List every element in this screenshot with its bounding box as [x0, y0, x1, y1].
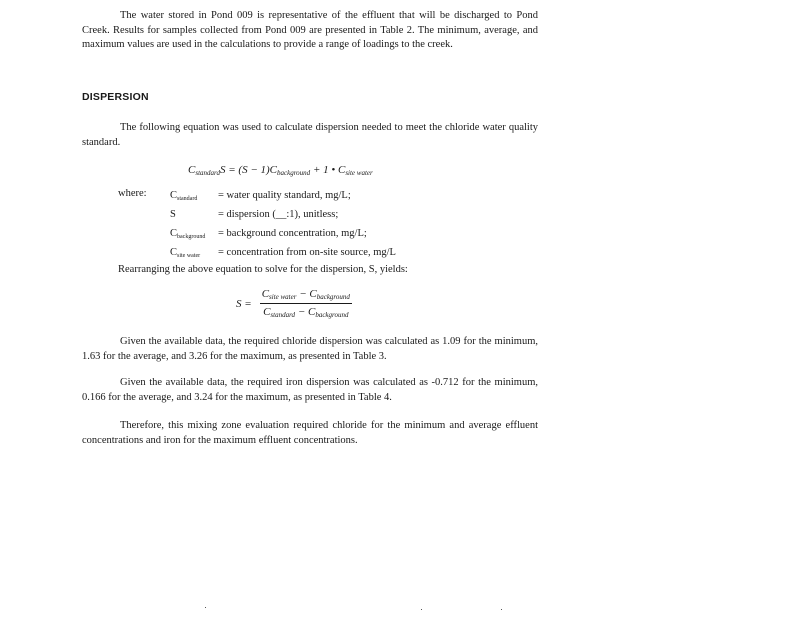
- variable-definitions: [170, 188, 396, 264]
- definition-text: = dispersion (__:1), unitless;: [218, 209, 339, 220]
- section-heading: DISPERSION: [82, 91, 149, 103]
- eq1-part2: S = (S − 1)C: [219, 164, 277, 176]
- eq2-fraction: [260, 288, 352, 319]
- scan-speck: [501, 609, 502, 610]
- where-label: where:: [118, 188, 147, 199]
- definition-text: = concentration from on-site source, mg/L: [218, 247, 396, 258]
- solved-dispersion-equation: [236, 288, 352, 319]
- iron-result-paragraph: Given the available data, the required iron dispersion was calculated as -0.712 for the minimum, 0.166 for the average, and 3.24 for the maximum, as presented in Table 4.: [82, 377, 538, 403]
- eq2-numerator: $C_{site water} - C_{background}$: [261, 288, 350, 301]
- conclusion-paragraph: Therefore, this mixing zone evaluation required chloride for the minimum and average effluent concentrations and iron for the maximum effluent concentrations.: [82, 420, 538, 446]
- eq1-sub-site-water: site water: [345, 169, 373, 177]
- eq2-lhs: S =: [236, 297, 252, 310]
- eq1-sub-background: background: [277, 169, 311, 177]
- eq1-c1: C: [188, 164, 196, 176]
- definition-symbol: $C_{background}$: [170, 228, 206, 240]
- dispersion-equation: [188, 164, 373, 177]
- definition-row: [170, 226, 396, 245]
- chloride-result-paragraph: Given the available data, the required chloride dispersion was calculated as 1.09 for the minimum, 1.63 for the average, and 3.26 for the maximum, as presented in Table 3.: [82, 336, 538, 362]
- eq1-part3: + 1 • C: [310, 164, 346, 176]
- eq2-denominator: $C_{standard} - C_{background}$: [263, 306, 349, 319]
- definition-symbol: S: [170, 209, 176, 220]
- definition-row: [170, 245, 396, 264]
- fraction-bar: [260, 303, 352, 304]
- rearranging-paragraph: Rearranging the above equation to solve for the dispersion, S, yields:: [118, 264, 408, 275]
- intro-paragraph: The water stored in Pond 009 is representative of the effluent that will be discharged to Pond Creek. Results for samples collected from Pond 009 are presented in Table 2. The minimum, average, and maximum values are used in the calculations to provide a range of loadings to the creek.: [82, 10, 538, 50]
- eq1-sub-standard: standard: [195, 169, 220, 177]
- definition-text: = water quality standard, mg/L;: [218, 190, 351, 201]
- definition-symbol: $C_{site water}$: [170, 247, 201, 259]
- definition-symbol: $C_{standard}$: [170, 190, 198, 202]
- scan-speck: [205, 607, 206, 608]
- equation-intro-paragraph: The following equation was used to calculate dispersion needed to meet the chloride water quality standard.: [82, 122, 538, 148]
- definition-text: = background concentration, mg/L;: [218, 228, 367, 239]
- scan-speck: [421, 609, 422, 610]
- definition-row: [170, 207, 396, 226]
- definition-row: [170, 188, 396, 207]
